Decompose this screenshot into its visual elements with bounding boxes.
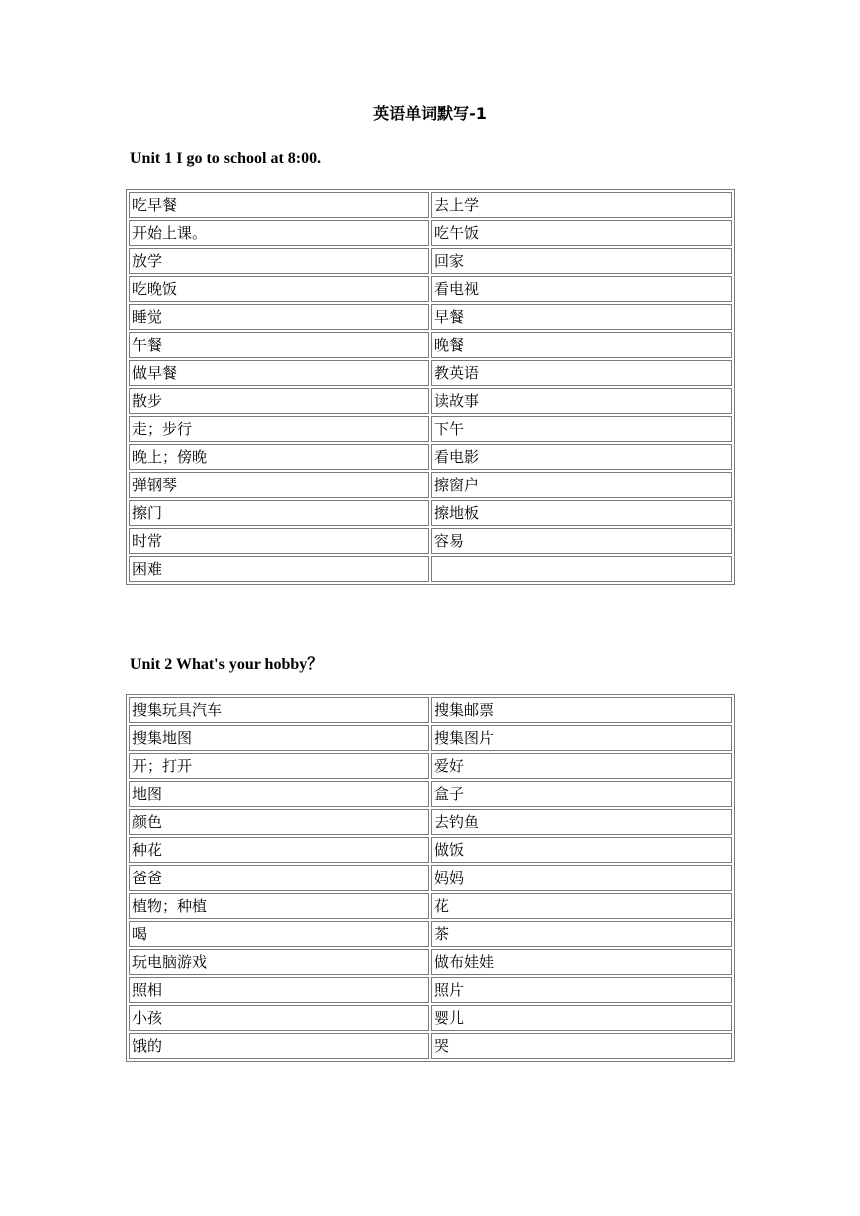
vocab-cell: 时常	[129, 528, 429, 554]
table-row	[129, 332, 732, 358]
table-row	[129, 725, 732, 751]
vocab-cell: 睡觉	[129, 304, 429, 330]
vocab-cell: 早餐	[431, 304, 732, 330]
vocab-cell: 擦地板	[431, 500, 732, 526]
vocab-cell: 教英语	[431, 360, 732, 386]
vocab-cell: 弹钢琴	[129, 472, 429, 498]
vocab-cell: 吃晚饭	[129, 276, 429, 302]
table-row	[129, 472, 732, 498]
table-row	[129, 304, 732, 330]
document-title: 英语单词默写-1	[373, 104, 487, 123]
vocab-cell: 茶	[431, 921, 732, 947]
vocab-cell: 看电视	[431, 276, 732, 302]
table-row	[129, 1005, 732, 1031]
table-row	[129, 220, 732, 246]
vocab-cell: 种花	[129, 837, 429, 863]
table-row	[129, 500, 732, 526]
vocab-cell: 开；打开	[129, 753, 429, 779]
vocab-cell: 擦门	[129, 500, 429, 526]
vocab-cell: 去上学	[431, 192, 732, 218]
vocab-cell: 哭	[431, 1033, 732, 1059]
vocab-cell: 玩电脑游戏	[129, 949, 429, 975]
vocab-cell: 吃午饭	[431, 220, 732, 246]
vocab-cell: 婴儿	[431, 1005, 732, 1031]
vocab-cell: 困难	[129, 556, 429, 582]
table-row	[129, 865, 732, 891]
table-row	[129, 809, 732, 835]
table-row	[129, 921, 732, 947]
table-row	[129, 248, 732, 274]
vocab-cell: 晚餐	[431, 332, 732, 358]
vocab-cell: 搜集邮票	[431, 697, 732, 723]
vocab-cell: 擦窗户	[431, 472, 732, 498]
vocab-cell: 搜集图片	[431, 725, 732, 751]
vocab-cell: 小孩	[129, 1005, 429, 1031]
vocab-cell: 做饭	[431, 837, 732, 863]
vocab-cell: 容易	[431, 528, 732, 554]
vocab-cell: 下午	[431, 416, 732, 442]
table-row	[129, 977, 732, 1003]
vocab-cell: 饿的	[129, 1033, 429, 1059]
vocab-cell: 搜集玩具汽车	[129, 697, 429, 723]
vocab-cell: 爸爸	[129, 865, 429, 891]
table-row	[129, 360, 732, 386]
table-row	[129, 893, 732, 919]
vocab-cell: 放学	[129, 248, 429, 274]
vocab-cell: 吃早餐	[129, 192, 429, 218]
vocab-cell: 午餐	[129, 332, 429, 358]
unit-2-vocab-table	[126, 694, 735, 1062]
table-row	[129, 556, 732, 582]
table-row	[129, 697, 732, 723]
vocab-cell: 开始上课。	[129, 220, 429, 246]
vocab-cell: 盒子	[431, 781, 732, 807]
unit-1-heading: Unit 1 I go to school at 8:00.	[130, 150, 322, 167]
vocab-cell: 地图	[129, 781, 429, 807]
table-row	[129, 276, 732, 302]
vocab-cell: 晚上；傍晚	[129, 444, 429, 470]
table-row	[129, 781, 732, 807]
vocab-cell	[431, 556, 732, 582]
vocab-cell: 搜集地图	[129, 725, 429, 751]
vocab-cell: 读故事	[431, 388, 732, 414]
vocab-cell: 散步	[129, 388, 429, 414]
vocab-cell: 照片	[431, 977, 732, 1003]
table-row	[129, 416, 732, 442]
vocab-cell: 爱好	[431, 753, 732, 779]
table-row	[129, 837, 732, 863]
table-row	[129, 753, 732, 779]
table-row	[129, 388, 732, 414]
vocab-cell: 花	[431, 893, 732, 919]
unit-2-heading: Unit 2 What's your hobby？	[130, 656, 324, 673]
vocab-cell: 做布娃娃	[431, 949, 732, 975]
vocab-cell: 植物；种植	[129, 893, 429, 919]
vocab-cell: 去钓鱼	[431, 809, 732, 835]
vocab-cell: 走；步行	[129, 416, 429, 442]
table-row	[129, 1033, 732, 1059]
vocab-cell: 妈妈	[431, 865, 732, 891]
table-row	[129, 444, 732, 470]
vocab-cell: 照相	[129, 977, 429, 1003]
vocab-cell: 颜色	[129, 809, 429, 835]
vocab-cell: 做早餐	[129, 360, 429, 386]
table-row	[129, 949, 732, 975]
vocab-cell: 喝	[129, 921, 429, 947]
table-row	[129, 528, 732, 554]
table-row	[129, 192, 732, 218]
vocab-cell: 回家	[431, 248, 732, 274]
unit-1-vocab-table	[126, 189, 735, 585]
vocab-cell: 看电影	[431, 444, 732, 470]
